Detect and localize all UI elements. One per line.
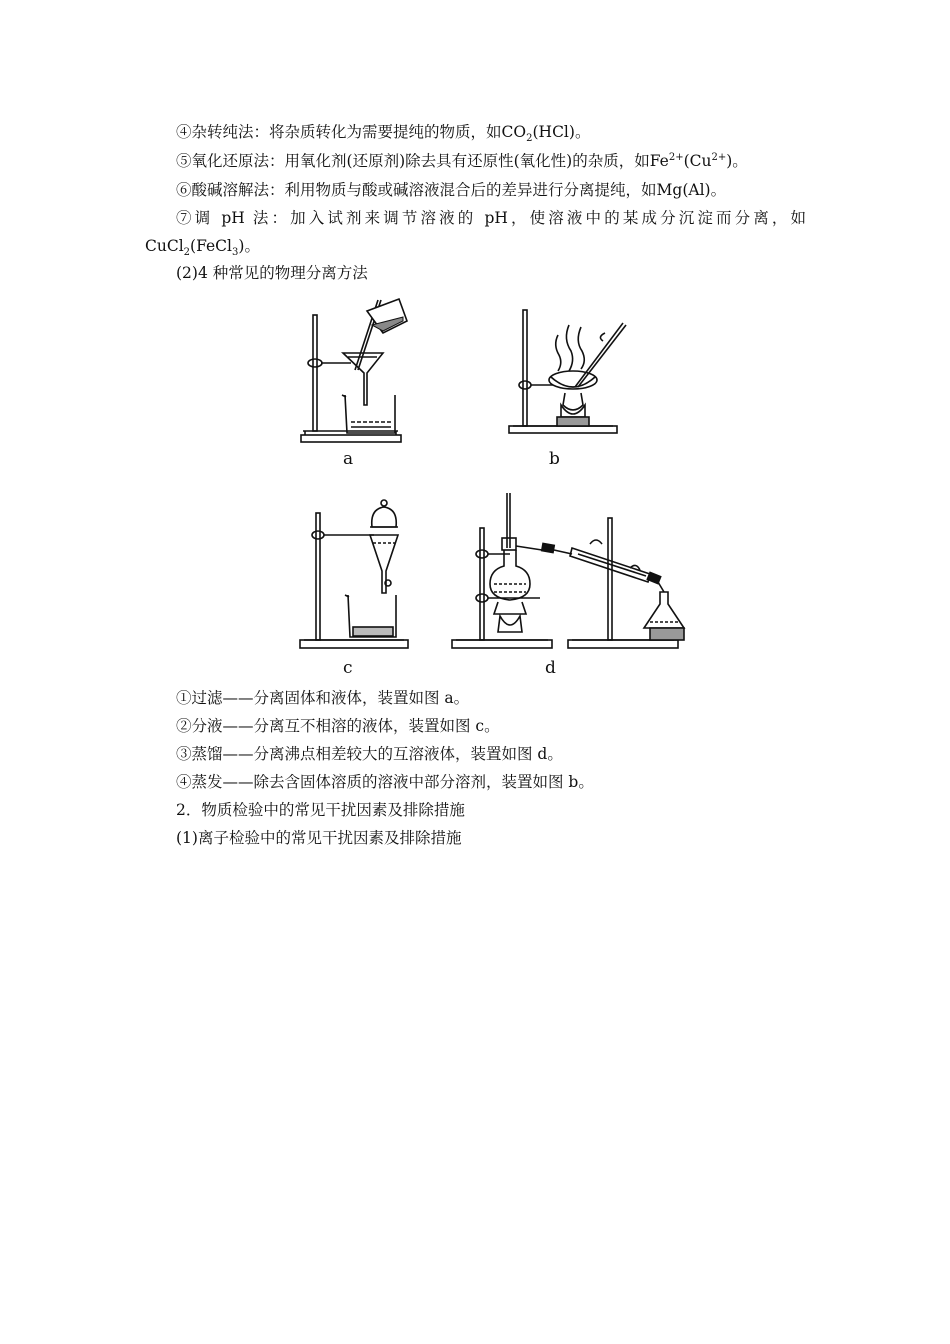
heading-2: 2．物质检验中的常见干扰因素及排除措施 bbox=[176, 801, 465, 819]
method-4-formula: CO bbox=[501, 123, 527, 141]
figure-d-label: d bbox=[545, 658, 556, 678]
method-7-formula-c: ) bbox=[238, 237, 245, 255]
method-4-name: 杂转纯法 bbox=[191, 123, 254, 141]
figure-b-evaporation bbox=[503, 305, 628, 440]
method-5-formula-c: ) bbox=[726, 152, 733, 170]
figure-a-label: a bbox=[343, 449, 354, 469]
method-7-num: ⑦ bbox=[176, 209, 195, 227]
method-5-desc: ：用氧化剂(还原剂)除去具有还原性(氧化性)的杂质，如 bbox=[269, 152, 650, 170]
method-5-num: ⑤ bbox=[176, 152, 192, 170]
method-4-formula-b: (HCl) bbox=[532, 123, 575, 141]
section-2-heading: (2)4 种常见的物理分离方法 bbox=[176, 264, 368, 282]
method-6-num: ⑥ bbox=[176, 181, 192, 199]
method-6-name: 酸碱溶解法 bbox=[191, 181, 270, 199]
method-7-cont bbox=[145, 235, 260, 257]
figure-c-label: c bbox=[343, 658, 353, 678]
method-7-sub-a: 2 bbox=[183, 247, 191, 259]
method-5-formula-b: (Cu bbox=[683, 152, 712, 170]
method-4-sub: 2 bbox=[526, 133, 533, 145]
method-6-end: 。 bbox=[710, 181, 727, 199]
method-4-end: 。 bbox=[574, 123, 591, 141]
method-4-num: ④ bbox=[176, 123, 192, 141]
method-5-sup-a: 2+ bbox=[668, 151, 684, 163]
method-5-end: 。 bbox=[732, 152, 748, 170]
method-7-line1 bbox=[176, 207, 806, 229]
method-6 bbox=[176, 179, 726, 201]
figure-a-filtration bbox=[295, 295, 410, 445]
method-4 bbox=[176, 121, 590, 143]
phys-method-evaporation: ④蒸发——除去含固体溶质的溶液中部分溶剂，装置如图 b。 bbox=[176, 773, 594, 791]
figure-d-distillation bbox=[450, 488, 695, 653]
method-7-formula-a: CuCl bbox=[145, 237, 184, 255]
method-5-formula: Fe bbox=[649, 152, 669, 170]
figure-b-label: b bbox=[549, 449, 560, 469]
method-7-formula-b: (FeCl bbox=[190, 237, 232, 255]
method-5-name: 氧化还原法 bbox=[191, 152, 270, 170]
method-7-desc: ：加入试剂来调节溶液的 pH，使溶液中的某成分沉淀而分离，如 bbox=[271, 209, 806, 227]
method-7-end: 。 bbox=[244, 237, 260, 255]
method-7-name: 调 pH 法 bbox=[194, 209, 272, 227]
method-7-sub-b: 3 bbox=[232, 247, 239, 259]
phys-method-filtration: ①过滤——分离固体和液体，装置如图 a。 bbox=[176, 689, 470, 707]
phys-method-distillation: ③蒸馏——分离沸点相差较大的互溶液体，装置如图 d。 bbox=[176, 745, 563, 763]
phys-method-liquid-separation: ②分液——分离互不相溶的液体，装置如图 c。 bbox=[176, 717, 500, 735]
heading-2-1: (1)离子检验中的常见干扰因素及排除措施 bbox=[176, 829, 462, 847]
method-4-desc: ：将杂质转化为需要提纯的物质，如 bbox=[253, 123, 502, 141]
method-5-sup-b: 2+ bbox=[711, 151, 727, 163]
figure-c-separatory-funnel bbox=[296, 495, 411, 653]
method-6-desc: ：利用物质与酸或碱溶液混合后的差异进行分离提纯，如 bbox=[269, 181, 657, 199]
method-6-formula: Mg(Al) bbox=[656, 181, 711, 199]
method-7 bbox=[176, 207, 806, 229]
method-5 bbox=[176, 150, 748, 172]
